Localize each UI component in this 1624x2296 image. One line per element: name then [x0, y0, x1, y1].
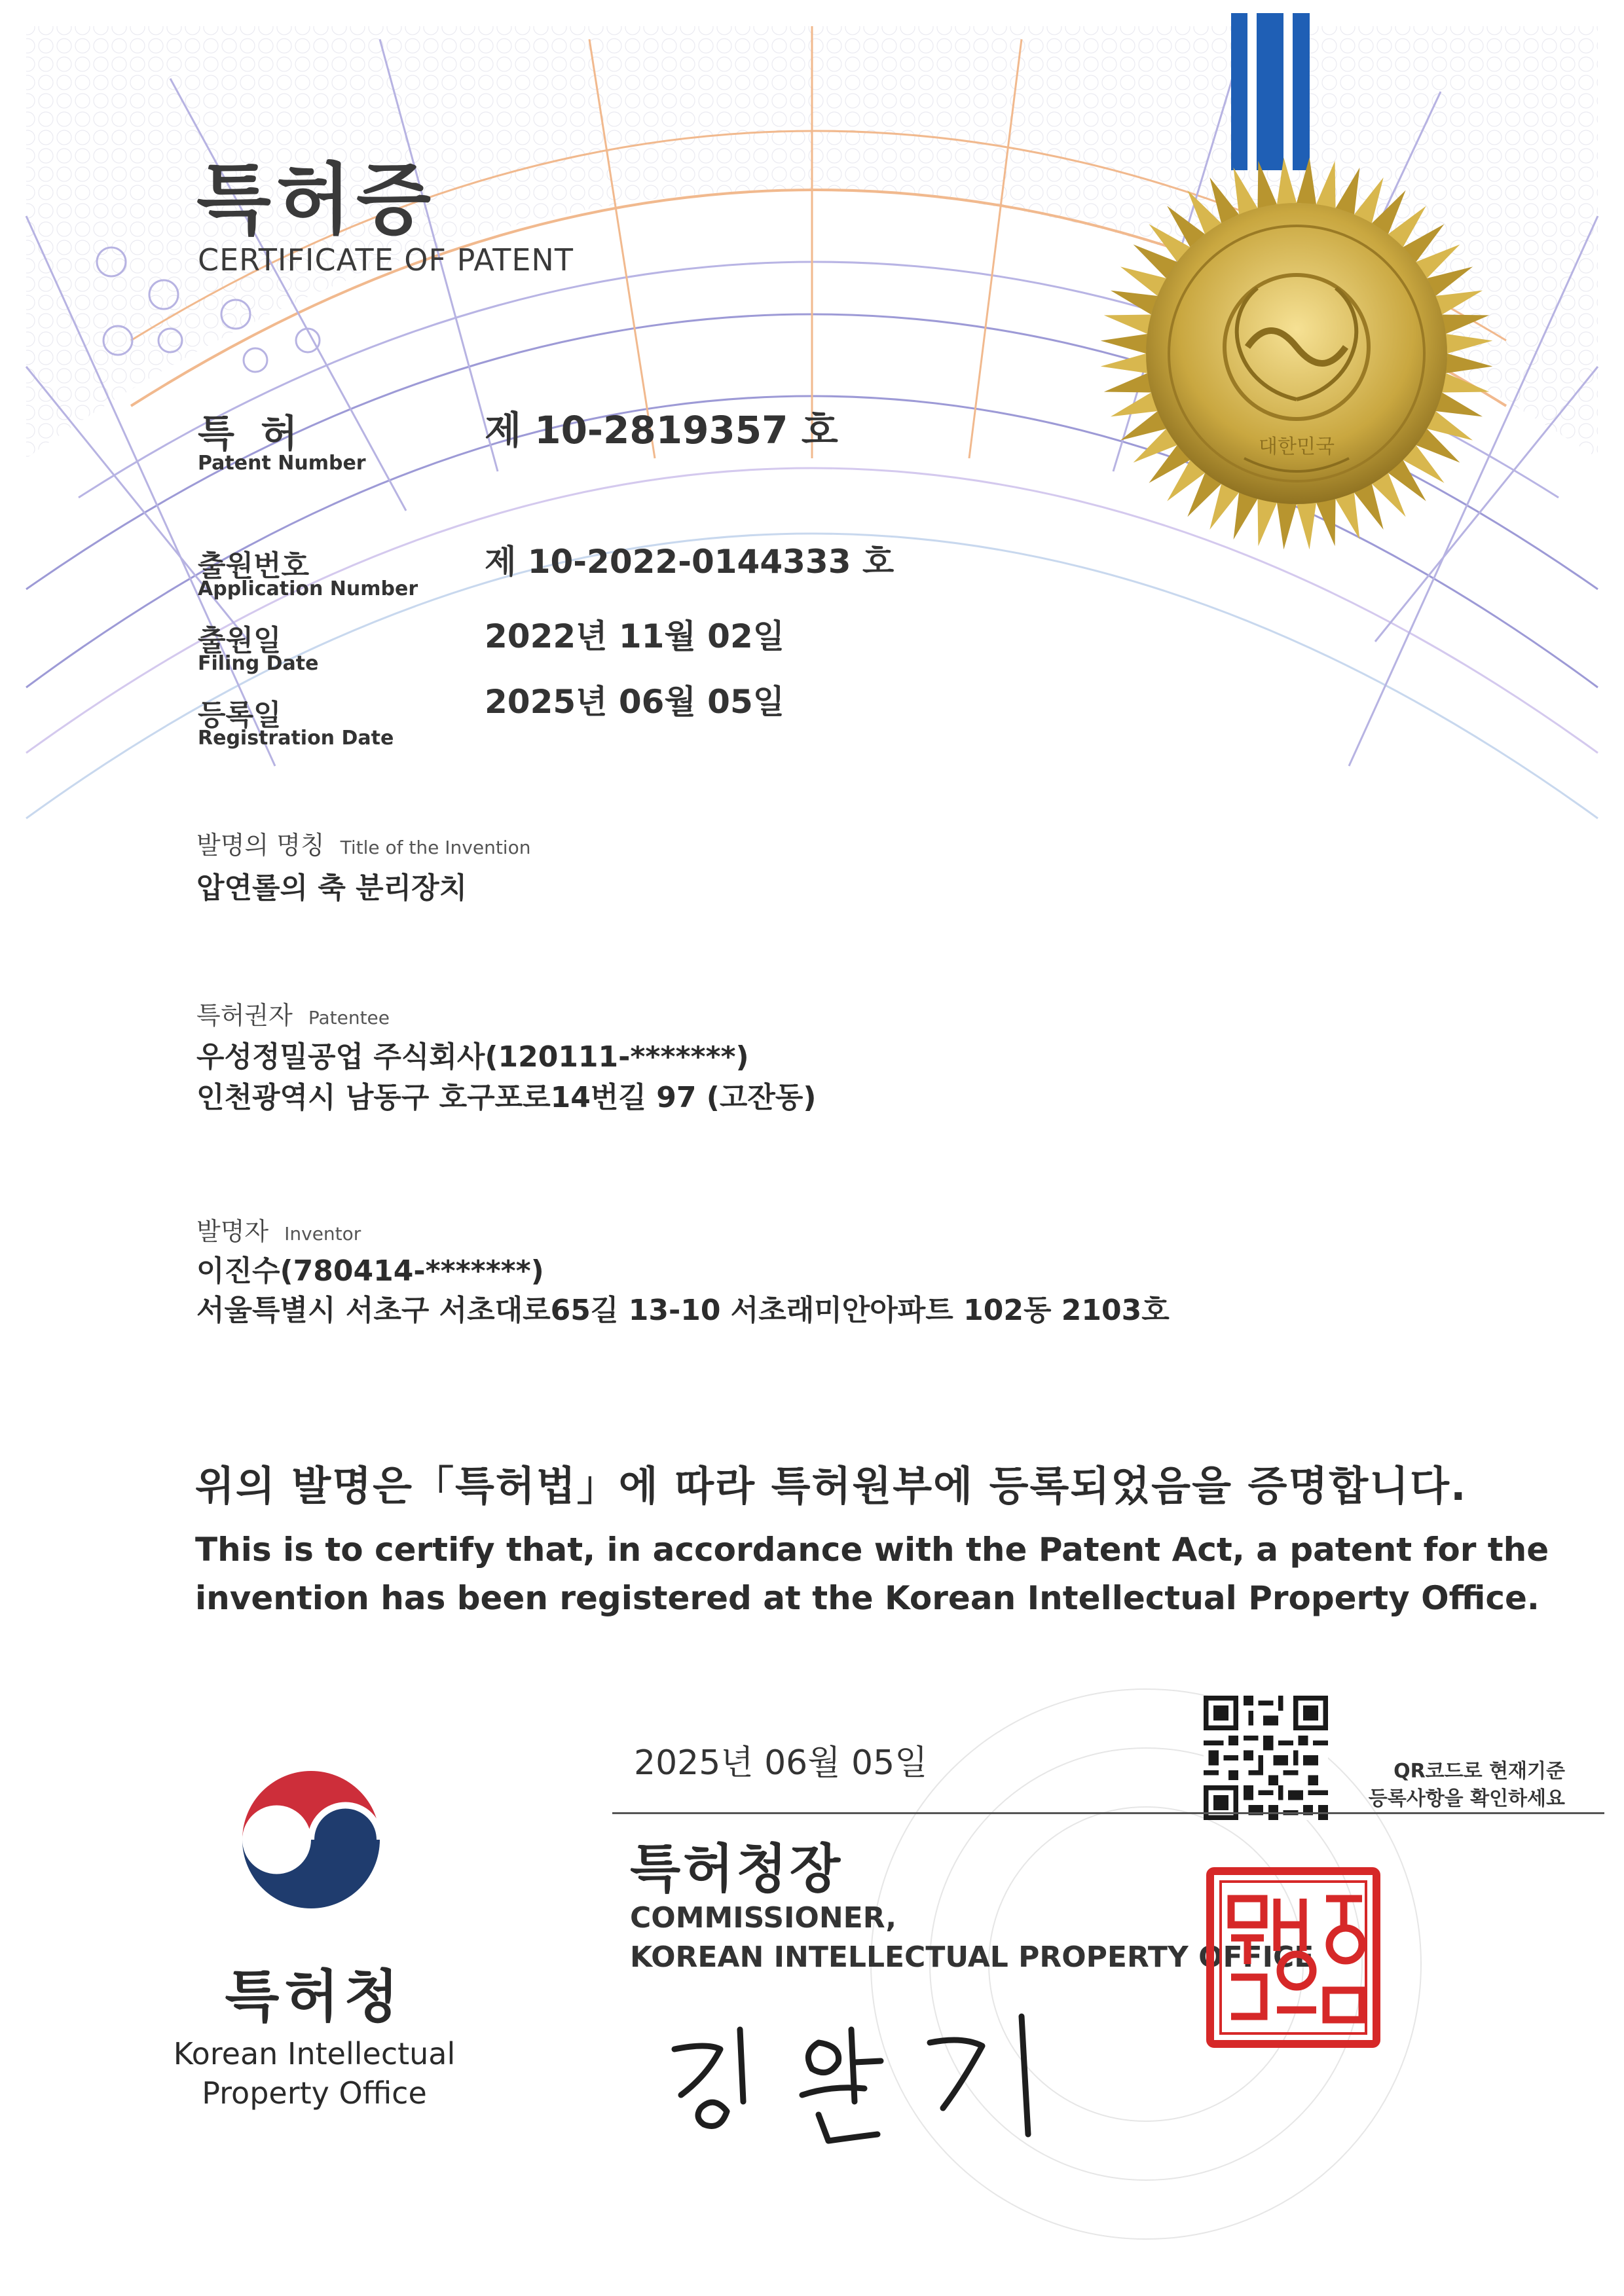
commissioner-title-en-2: KOREAN INTELLECTUAL PROPERTY OFFICE — [630, 1941, 1314, 1974]
certification-statement-en-2: invention has been registered at the Korean Intellectual Property Office. — [195, 1579, 1540, 1617]
qr-note-line-2: 등록사항을 확인하세요 — [1368, 1787, 1565, 1810]
patentee-name: 우성정밀공업 주식회사(120111-*******) — [196, 1040, 749, 1074]
invention-label-en: Title of the Invention — [340, 837, 531, 858]
certificate-title-en: CERTIFICATE OF PATENT — [198, 242, 574, 278]
patent-number-value: 제 10-2819357 호 — [485, 408, 838, 452]
certification-statement-ko: 위의 발명은「특허법」에 따라 특허원부에 등록되었음을 증명합니다. — [195, 1462, 1467, 1510]
office-name-en-1: Korean Intellectual — [173, 2036, 456, 2071]
inventor-label — [196, 1211, 361, 1247]
inventor-label-en: Inventor — [284, 1223, 361, 1245]
office-name-en-2: Property Office — [202, 2075, 427, 2111]
certificate-title-ko: 특허증 — [196, 155, 436, 245]
invention-label-ko: 발명의 명칭 — [196, 831, 325, 860]
qr-code-icon[interactable] — [1204, 1696, 1328, 1820]
invention-label — [196, 825, 530, 861]
application-number-label-en: Application Number — [198, 577, 418, 600]
patentee-label — [196, 995, 390, 1031]
patentee-address: 인천광역시 남동구 호구포로14번길 97 (고잔동) — [196, 1081, 817, 1114]
inventor-address: 서울특별시 서초구 서초대로65길 13-10 서초래미안아파트 102동 2103호 — [196, 1294, 1170, 1327]
inventor-name: 이진수(780414-*******) — [196, 1254, 544, 1288]
inventor-label-ko: 발명자 — [196, 1217, 269, 1246]
commissioner-signature — [655, 2003, 1074, 2147]
office-name-ko: 특허청 — [225, 1964, 404, 2030]
patentee-label-ko: 특허권자 — [196, 1001, 293, 1030]
filing-date-label-en: Filing Date — [198, 652, 319, 675]
patent-number-label-en: Patent Number — [198, 452, 366, 475]
kipo-taegeuk-logo-icon — [216, 1741, 406, 1925]
registration-date-label-en: Registration Date — [198, 727, 394, 750]
filing-date-value: 2022년 11월 02일 — [485, 617, 785, 655]
official-red-seal-icon — [1205, 1866, 1382, 2049]
issue-date: 2025년 06월 05일 — [634, 1743, 928, 1783]
commissioner-title-ko: 특허청장 — [630, 1838, 843, 1899]
qr-note-line-1: QR코드로 현재기준 — [1393, 1760, 1565, 1783]
application-number-value: 제 10-2022-0144333 호 — [485, 543, 895, 581]
filing-date-label-ko: 출원일 — [198, 624, 282, 657]
patentee-label-en: Patentee — [308, 1007, 390, 1029]
commissioner-title-en-1: COMMISSIONER, — [630, 1901, 897, 1935]
patent-number-label-ko: 특 허 — [198, 411, 304, 456]
medal-text: 대한민국 — [1259, 435, 1335, 458]
certification-statement-en-1: This is to certify that, in accordance with the Patent Act, a patent for the — [195, 1531, 1549, 1569]
gold-medal-seal — [1087, 151, 1506, 556]
registration-date-value: 2025년 06월 05일 — [485, 683, 785, 721]
registration-date-label-ko: 등록일 — [198, 699, 282, 732]
signature-divider — [612, 1812, 1604, 1814]
application-number-label-ko: 출원번호 — [198, 549, 310, 583]
invention-title: 압연롤의 축 분리장치 — [196, 871, 468, 905]
